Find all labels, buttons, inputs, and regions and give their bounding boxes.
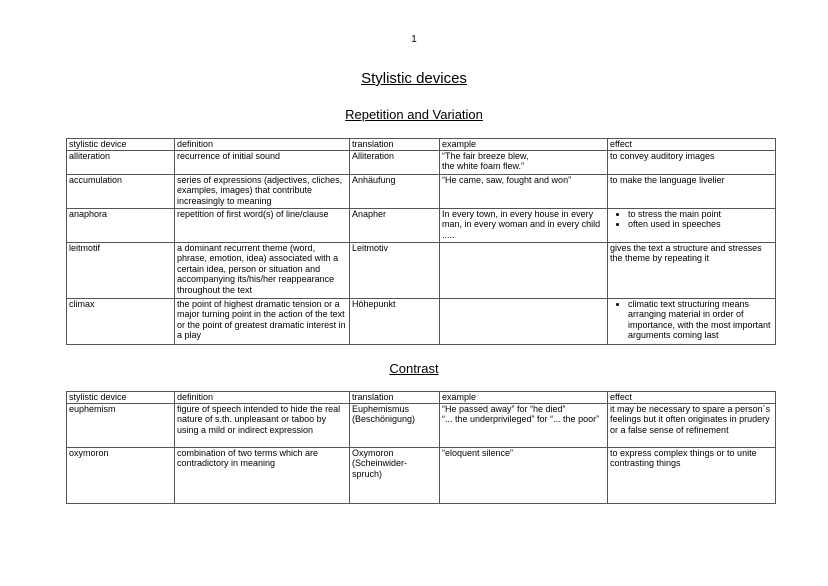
translation-line: Euphemismus [352, 403, 410, 414]
example-cell [440, 403, 608, 447]
header-cell: effect [608, 139, 776, 151]
translation-cell [350, 403, 440, 447]
definition-cell: the point of highest dramatic tension or a major turning point in the action of the text or the point of greatest dramatic interest in a play [175, 298, 350, 344]
effect-cell: to make the language livelier [608, 174, 776, 208]
table-row [67, 298, 776, 344]
example-line: “He came, saw, fought and won” [442, 174, 572, 185]
table-header-row [67, 139, 776, 151]
effect-cell: to convey auditory images [608, 150, 776, 174]
table-row [67, 447, 776, 503]
definition-cell: series of expressions (adjectives, cliches, examples, images) that contribute increasingly to meaning [175, 174, 350, 208]
translation-cell [350, 447, 440, 503]
device-cell: accumulation [67, 174, 175, 208]
section-heading-repetition: Repetition and Variation [345, 107, 483, 122]
table-row [67, 403, 776, 447]
translation-cell: Anhäufung [350, 174, 440, 208]
header-cell: translation [350, 139, 440, 151]
definition-cell: figure of speech intended to hide the real nature of s.th. unpleasant or taboo by using a mild or indirect expression [175, 403, 350, 447]
translation-cell: Anapher [350, 208, 440, 242]
translation-line: (Beschönigung) [352, 414, 416, 424]
translation-cell: Höhepunkt [350, 298, 440, 344]
list-item: • climatic text structuring means arranging material in order of importance, with the most important arguments coming last [628, 299, 773, 341]
example-line: “The fair breeze blew, [442, 150, 529, 161]
example-line: the white foam flew.” [442, 161, 525, 171]
translation-line: (Scheinwider- [352, 458, 408, 468]
example-line: “... the underprivileged” for “... the poor” [442, 414, 600, 424]
example-cell [440, 208, 608, 242]
definition-cell: repetition of first word(s) of line/clause [175, 208, 350, 242]
example-line: “He passed away” for “he died” [442, 403, 566, 414]
list-item: • to stress the main point [628, 209, 773, 220]
device-cell: anaphora [67, 208, 175, 242]
example-cell [440, 447, 608, 503]
definition-cell: recurrence of initial sound [175, 150, 350, 174]
header-cell: stylistic device [67, 139, 175, 151]
effect-cell [608, 208, 776, 242]
table-row [67, 174, 776, 208]
example-line: “eloquent silence” [442, 447, 514, 458]
contrast-table [66, 391, 776, 504]
example-cell [440, 298, 608, 344]
page-title: Stylistic devices [361, 70, 467, 87]
list-item: • often used in speeches [628, 219, 773, 230]
table-row [67, 208, 776, 242]
device-cell: alliteration [67, 150, 175, 174]
translation-cell: Leitmotiv [350, 242, 440, 298]
header-cell: effect [608, 392, 776, 404]
page-number: 1 [411, 34, 417, 45]
header-cell: translation [350, 392, 440, 404]
section-heading-contrast: Contrast [389, 361, 439, 376]
device-cell: oxymoron [67, 447, 175, 503]
effect-cell [608, 298, 776, 344]
repetition-table [66, 138, 776, 345]
example-cell [440, 174, 608, 208]
table-row [67, 242, 776, 298]
header-cell: definition [175, 139, 350, 151]
effect-cell: to express complex things or to unite contrasting things [608, 447, 776, 503]
header-cell: example [440, 139, 608, 151]
device-cell: climax [67, 298, 175, 344]
header-cell: definition [175, 392, 350, 404]
translation-line: Oxymoron [352, 447, 394, 458]
example-cell [440, 150, 608, 174]
device-cell: euphemism [67, 403, 175, 447]
header-cell: example [440, 392, 608, 404]
header-cell: stylistic device [67, 392, 175, 404]
definition-cell: a dominant recurrent theme (word, phrase, emotion, idea) associated with a certain idea, person or situation and accompanying its/his/her reappearance throughout the text [175, 242, 350, 298]
definition-cell: combination of two terms which are contradictory in meaning [175, 447, 350, 503]
effect-list [610, 209, 773, 230]
effect-cell: it may be necessary to spare a person´s feelings but it often originates in prudery or a false sense of refinement [608, 403, 776, 447]
translation-cell: Alliteration [350, 150, 440, 174]
device-cell: leitmotif [67, 242, 175, 298]
effect-cell: gives the text a structure and stresses the theme by repeating it [608, 242, 776, 298]
translation-line: spruch) [352, 468, 383, 479]
example-cell [440, 242, 608, 298]
table-row [67, 150, 776, 174]
effect-list [610, 299, 773, 341]
example-line: In every town, in every house in every man, in every woman and in every child ..... [442, 208, 601, 240]
table-header-row [67, 392, 776, 404]
